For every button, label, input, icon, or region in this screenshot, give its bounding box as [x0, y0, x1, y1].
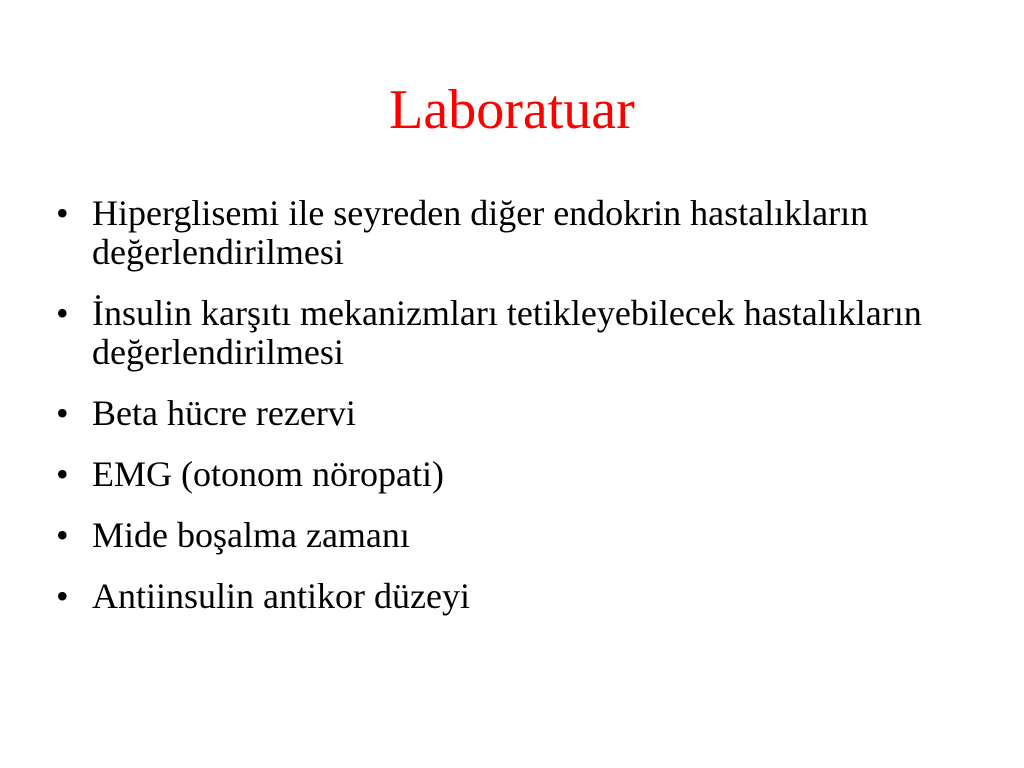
list-item-text: Mide boşalma zamanı — [92, 515, 410, 555]
bullet-icon: • — [56, 576, 69, 616]
list-item — [48, 394, 948, 433]
list-item-text: Antiinsulin antikor düzeyi — [92, 576, 470, 616]
list-item — [48, 194, 948, 272]
bullet-icon: • — [56, 454, 69, 494]
list-item-text: İnsulin karşıtı mekanizmları tetikleyebilecek hastalıkların değerlendirilmesi — [92, 293, 922, 372]
list-item — [48, 455, 948, 494]
list-item-text: Beta hücre rezervi — [92, 393, 356, 433]
bullet-icon: • — [56, 193, 69, 233]
list-item-text: Hiperglisemi ile seyreden diğer endokrin hastalıkların değerlendirilmesi — [92, 193, 869, 272]
bullet-list — [48, 194, 948, 638]
bullet-icon: • — [56, 515, 69, 555]
bullet-icon: • — [56, 393, 69, 433]
list-item — [48, 577, 948, 616]
bullet-icon: • — [56, 293, 69, 333]
slide-title: Laboratuar — [389, 79, 635, 141]
list-item-text: EMG (otonom nöropati) — [92, 454, 444, 494]
list-item — [48, 516, 948, 555]
list-item — [48, 294, 948, 372]
